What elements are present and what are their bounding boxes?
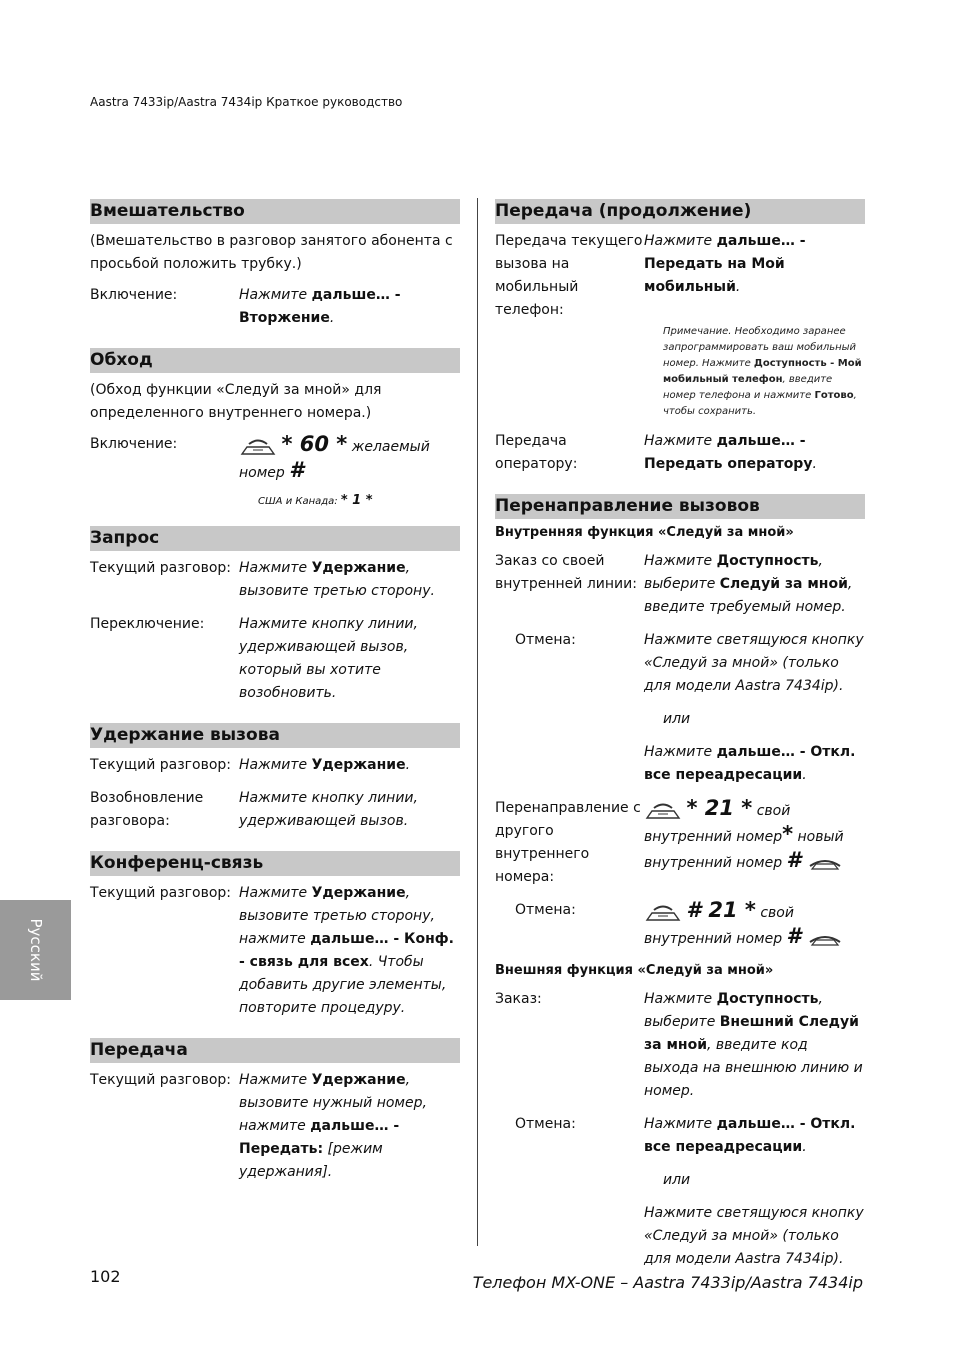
section-conference: [90, 851, 460, 1020]
section-hold: [90, 723, 460, 833]
section-description: (Вмешательство в разговор занятого абонента с просьбой положить трубку.): [90, 233, 453, 272]
instruction-row: [495, 629, 865, 698]
row-value: Нажмите светящуюся кнопку «Следуй за мной» (только для модели Aastra 7434ip).: [644, 1205, 864, 1267]
row-value: Нажмите Удержание, вызовите третью сторону.: [239, 560, 435, 599]
handset-off-hook-icon: [644, 802, 682, 820]
row-label: Текущий разговор:: [90, 1072, 231, 1088]
instruction-row: [495, 230, 865, 322]
row-value: Нажмите дальше… - Откл. все переадресации.: [644, 744, 856, 783]
row-value: Нажмите кнопку линии, удерживающей вызов.: [239, 790, 418, 829]
column-divider: [477, 198, 478, 1246]
row-label: Текущий разговор:: [90, 757, 231, 773]
row-value: Нажмите светящуюся кнопку «Следуй за мной» (только для модели Aastra 7434ip).: [644, 632, 864, 694]
mobile-note: Примечание. Необходимо заранее запрограммировать ваш мобильный номер. Нажмите Доступность - Мой мобильный телефон, введите номер телефона и нажмите Готово, чтобы сохранить.: [663, 326, 862, 417]
instruction-row: [495, 741, 865, 787]
instruction-row: [495, 550, 865, 619]
row-value: * 60 * желаемый номер #: [239, 432, 430, 482]
instruction-row: [90, 754, 460, 777]
instruction-row: [495, 899, 865, 951]
section-title: Удержание вызова: [90, 723, 460, 748]
instruction-row: [90, 433, 460, 485]
row-value: Нажмите дальше… - Вторжение.: [239, 287, 401, 326]
section-title: Перенаправление вызовов: [495, 494, 865, 519]
row-value: Нажмите Доступность, выберите Следуй за мной, введите требуемый номер.: [644, 553, 853, 615]
row-label: Текущий разговор:: [90, 560, 231, 576]
row-value: Нажмите Удержание, вызовите нужный номер, нажмите дальше… - Передать: [режим удержания].: [239, 1072, 427, 1180]
row-value: Нажмите Удержание.: [239, 757, 411, 773]
us-canada-note: США и Канада: * 1 *: [258, 493, 373, 508]
section-transfer: [90, 1038, 460, 1184]
row-value: Нажмите дальше… - Передать оператору.: [644, 433, 817, 472]
handset-on-hook-icon: [806, 930, 844, 948]
section-title: Запрос: [90, 526, 460, 551]
row-label: Заказ со своей внутренней линии:: [495, 553, 637, 592]
subsection-title-internal: Внутренняя функция «Следуй за мной»: [495, 525, 794, 540]
instruction-row: [495, 430, 865, 476]
row-value: * 21 * свой внутренний номер* новый внутренний номер #: [644, 796, 844, 872]
instruction-row: [90, 882, 460, 1020]
row-label: Заказ:: [495, 991, 542, 1007]
row-label: Отмена:: [515, 1116, 576, 1132]
row-label-empty: [495, 1202, 644, 1271]
section-call-forwarding: [495, 494, 865, 1271]
instruction-row: [90, 284, 460, 330]
section-title: Передача (продолжение): [495, 199, 865, 224]
row-label: Перенаправление с другого внутреннего номера:: [495, 800, 641, 885]
section-intrusion: [90, 199, 460, 330]
or-separator: или: [663, 1172, 691, 1188]
instruction-row: [495, 988, 865, 1103]
handset-off-hook-icon: [644, 904, 682, 922]
row-label: Включение:: [90, 436, 178, 452]
row-value: Нажмите Удержание, вызовите третью сторону, нажмите дальше… - Конф. - связь для всех. Чтобы добавить другие элементы, повторите процедуру.: [239, 885, 454, 1016]
row-value: Нажмите дальше… - Передать на Мой мобильный.: [644, 233, 806, 295]
right-column: [495, 199, 865, 1289]
instruction-row: [495, 1113, 865, 1159]
left-column: [90, 199, 460, 1202]
running-header: Aastra 7433ip/Aastra 7434ip Краткое руководство: [90, 95, 403, 109]
instruction-row: [90, 557, 460, 603]
instruction-row: [90, 787, 460, 833]
row-label: Передача оператору:: [495, 433, 578, 472]
instruction-row: [495, 797, 865, 889]
row-value: Нажмите дальше… - Откл. все переадресации.: [644, 1116, 856, 1155]
section-title: Передача: [90, 1038, 460, 1063]
page-number: 102: [90, 1267, 121, 1286]
row-value: Нажмите Доступность, выберите Внешний Следуй за мной, введите код выхода на внешнюю линию и номер.: [644, 991, 863, 1099]
section-title: Конференц-связь: [90, 851, 460, 876]
instruction-row: [90, 613, 460, 705]
section-title: Вмешательство: [90, 199, 460, 224]
footer-title: Телефон MX-ONE – Aastra 7433ip/Aastra 7434ip: [472, 1273, 863, 1292]
row-label: Отмена:: [515, 902, 576, 918]
section-inquiry: [90, 526, 460, 705]
row-label: Передача текущего вызова на мобильный телефон:: [495, 233, 643, 318]
row-label: Отмена:: [515, 632, 576, 648]
instruction-row: [495, 1202, 865, 1271]
row-label-empty: [495, 741, 644, 787]
row-label: Включение:: [90, 287, 178, 303]
row-label: Текущий разговор:: [90, 885, 231, 901]
handset-off-hook-icon: [239, 438, 277, 456]
section-title: Обход: [90, 348, 460, 373]
section-description: (Обход функции «Следуй за мной» для определенного внутреннего номера.): [90, 382, 382, 421]
section-bypass: [90, 348, 460, 508]
row-label: Возобновление разговора:: [90, 790, 204, 829]
row-value: # 21 * свой внутренний номер #: [644, 899, 865, 951]
handset-on-hook-icon: [806, 854, 844, 872]
instruction-row: [90, 1069, 460, 1184]
row-label: Переключение:: [90, 616, 205, 632]
section-transfer-continued: [495, 199, 865, 476]
or-separator: или: [663, 711, 691, 727]
row-value: Нажмите кнопку линии, удерживающей вызов, который вы хотите возобновить.: [239, 616, 418, 701]
language-tab: Русский: [0, 900, 71, 1000]
subsection-title-external: Внешняя функция «Следуй за мной»: [495, 963, 774, 978]
